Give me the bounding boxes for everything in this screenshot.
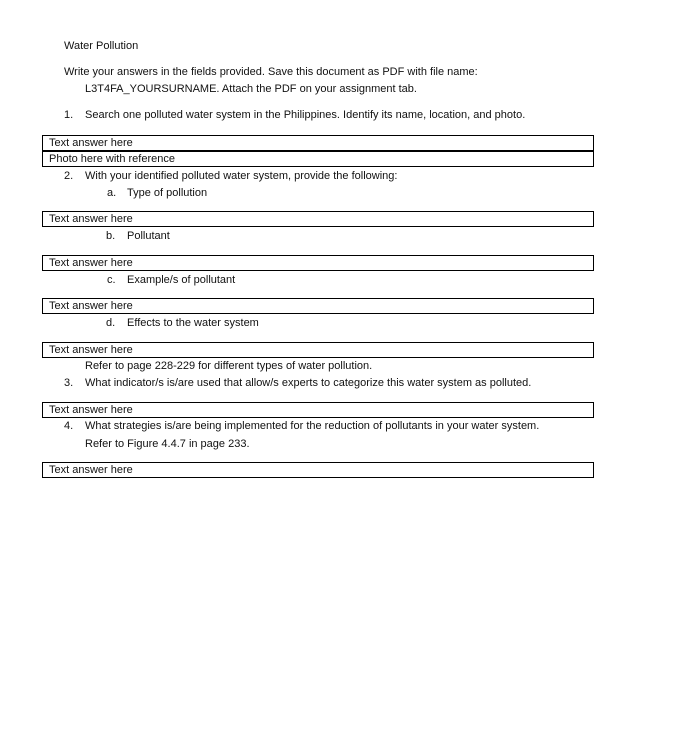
answer-placeholder: Text answer here — [49, 213, 133, 225]
question-2a-letter: a. — [107, 187, 117, 199]
question-3-answer-field[interactable] — [42, 402, 594, 418]
answer-placeholder: Text answer here — [49, 344, 133, 356]
question-4-number: 4. — [64, 420, 74, 432]
question-4-text: What strategies is/are being implemented for the reduction of pollutants in your water system. — [85, 420, 540, 432]
question-1-answer-field[interactable] — [42, 135, 594, 151]
question-2c-letter: c. — [107, 274, 116, 286]
question-2c-answer-field[interactable] — [42, 298, 594, 314]
answer-placeholder: Text answer here — [49, 404, 133, 416]
question-2-text: With your identified polluted water system, provide the following: — [85, 170, 398, 182]
instructions-line-2: L3T4FA_YOURSURNAME. Attach the PDF on your assignment tab. — [85, 83, 417, 95]
question-2a-text: Type of pollution — [127, 187, 208, 199]
question-1-number: 1. — [64, 109, 74, 121]
answer-placeholder: Text answer here — [49, 300, 133, 312]
question-4-reference: Refer to Figure 4.4.7 in page 233. — [85, 438, 250, 450]
question-2d-text: Effects to the water system — [127, 317, 259, 329]
answer-placeholder: Text answer here — [49, 464, 133, 476]
instructions-line-1: Write your answers in the fields provided. Save this document as PDF with file name: — [64, 66, 478, 78]
question-2-reference: Refer to page 228-229 for different types of water pollution. — [85, 360, 373, 372]
question-3-number: 3. — [64, 377, 74, 389]
page-title: Water Pollution — [64, 40, 139, 52]
question-2b-text: Pollutant — [127, 230, 170, 242]
question-3-text: What indicator/s is/are used that allow/s experts to categorize this water system as polluted. — [85, 377, 532, 389]
question-2a-answer-field[interactable] — [42, 211, 594, 227]
question-2d-answer-field[interactable] — [42, 342, 594, 358]
answer-placeholder: Text answer here — [49, 137, 133, 149]
question-2c-text: Example/s of pollutant — [127, 274, 236, 286]
answer-placeholder: Text answer here — [49, 257, 133, 269]
photo-placeholder: Photo here with reference — [49, 153, 175, 165]
question-4-answer-field[interactable] — [42, 462, 594, 478]
question-2b-answer-field[interactable] — [42, 255, 594, 271]
question-2d-letter: d. — [106, 317, 116, 329]
question-1-photo-field[interactable] — [42, 151, 594, 167]
question-2-number: 2. — [64, 170, 74, 182]
question-2b-letter: b. — [106, 230, 116, 242]
question-1-text: Search one polluted water system in the Philippines. Identify its name, location, and photo. — [85, 109, 526, 121]
